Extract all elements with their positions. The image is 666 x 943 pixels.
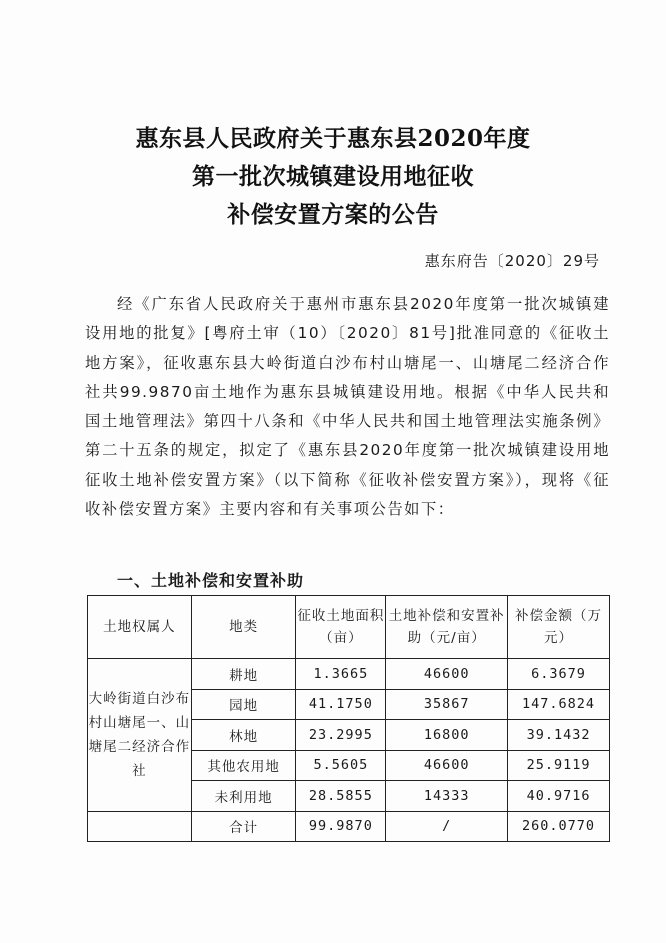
area-cell: 28.5855 [296,781,386,812]
area-cell: 41.1750 [296,689,386,720]
area-cell: 1.3665 [296,659,386,690]
total-label-cell: 合计 [191,811,296,842]
total-rate-cell: / [386,811,508,842]
total-amount-cell: 260.0770 [508,811,610,842]
header-rate: 土地补偿和安置补助（元/亩） [386,596,508,659]
header-owner: 土地权属人 [88,596,192,659]
area-cell: 23.2995 [296,720,386,751]
land-type-cell: 耕地 [191,659,296,690]
land-type-cell: 未利用地 [191,781,296,812]
compensation-table [87,595,610,842]
total-owner-cell [88,811,192,842]
total-area-cell: 99.9870 [296,811,386,842]
document-number: 惠东府告〔2020〕29号 [424,252,600,270]
rate-cell: 14333 [386,781,508,812]
amount-cell: 25.9119 [508,750,610,781]
area-cell: 5.5605 [296,750,386,781]
title-line-3: 补偿安置方案的公告 [227,201,439,228]
body-paragraph: 经《广东省人民政府关于惠州市惠东县2020年度第一批次城镇建设用地的批复》[粤府土审（10）〔2020〕81号]批准同意的《征收土地方案》，征收惠东县大岭街道白沙布村山塘尾一、山塘尾二经济合作社共99.9870亩土地作为惠东县城镇建设用地。根据《中华人民共和国土地管理法》第四十八条和《中华人民共和国土地管理法实施条例》第二十五条的规定，拟定了《惠东县2020年度第一批次城镇建设用地征收土地补偿安置方案》（以下简称《征收补偿安置方案》），现将《征收补偿安置方案》主要内容和有关事项公告如下： [85,295,610,519]
land-type-cell: 园地 [191,689,296,720]
header-amount: 补偿金额（万元） [508,596,610,659]
header-land-type: 地类 [191,596,296,659]
land-type-cell: 其他农用地 [191,750,296,781]
amount-cell: 40.9716 [508,781,610,812]
rate-cell: 16800 [386,720,508,751]
section-heading: 一、土地补偿和安置补助 [117,571,305,590]
table-row [88,659,610,690]
amount-cell: 39.1432 [508,720,610,751]
amount-cell: 147.6824 [508,689,610,720]
table-header-row [88,596,610,659]
title-line-2: 第一批次城镇建设用地征收 [192,163,474,190]
land-type-cell: 林地 [191,720,296,751]
header-area: 征收土地面积（亩） [296,596,386,659]
amount-cell: 6.3679 [508,659,610,690]
rate-cell: 46600 [386,659,508,690]
rate-cell: 35867 [386,689,508,720]
owner-cell: 大岭街道白沙布村山塘尾一、山塘尾二经济合作社 [88,659,192,812]
title-line-1: 惠东县人民政府关于惠东县2020年度 [135,125,531,152]
table-total-row [88,811,610,842]
rate-cell: 46600 [386,750,508,781]
